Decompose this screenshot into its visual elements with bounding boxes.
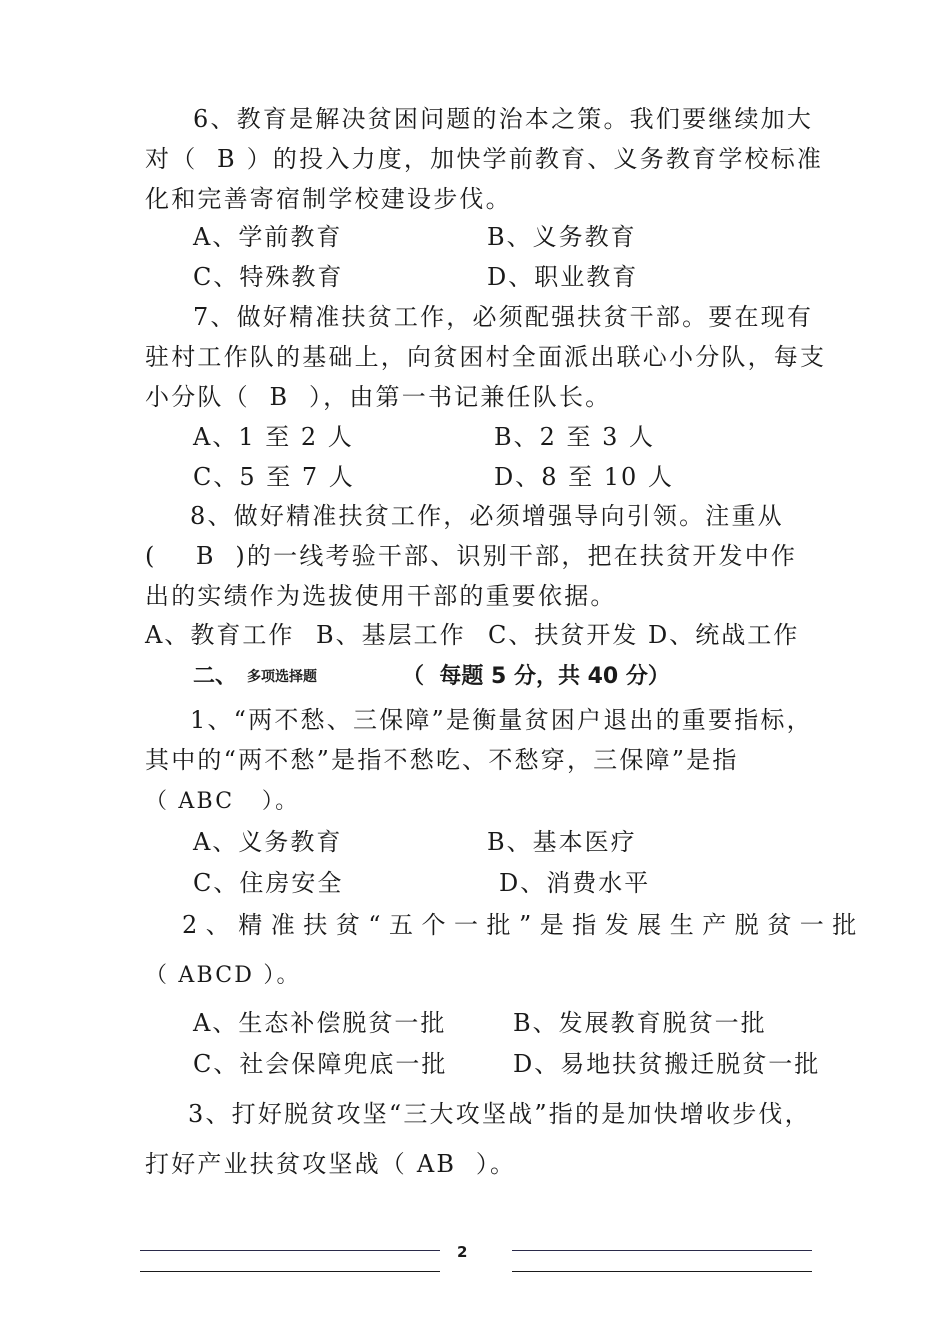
q7-option-a: A、1 至 2 人 [193,423,354,451]
m1-option-d: D、消费水平 [499,869,651,897]
m2-stem-line-2: （ ABCD ）。 [145,963,301,988]
section-2-title: 多项选择题 [247,669,317,685]
q6-stem-line-1: 6、教育是解决贫困问题的治本之策。我们要继续加大 [193,105,814,133]
q6-option-a: A、学前教育 [193,223,343,251]
q7-option-b: B、2 至 3 人 [494,423,656,451]
q8-option-a: A、教育工作 [145,621,295,649]
section-2-scoring: （ 每题 5 分，共 40 分） [402,664,670,689]
footer-rule-right-top [512,1250,812,1251]
m1-stem-line-1: 1、“两不愁、三保障”是衡量贫困户退出的重要指标， [190,706,813,734]
m2-option-a: A、生态补偿脱贫一批 [193,1009,447,1037]
m1-option-c: C、住房安全 [193,869,344,897]
q7-option-d: D、8 至 10 人 [494,463,674,491]
q8-stem-line-2: ( B )的一线考验干部、识别干部，把在扶贫开发中作 [145,542,798,570]
section-2-number: 二、 [193,664,238,689]
q8-option-b: B、基层工作 [316,621,466,649]
footer-rule-left-bottom [140,1271,440,1272]
q7-stem-line-3: 小分队（ B ），由第一书记兼任队长。 [145,383,612,411]
q7-stem-line-2: 驻村工作队的基础上，向贫困村全面派出联心小分队，每支 [145,343,827,371]
m2-option-d: D、易地扶贫搬迁脱贫一批 [513,1050,821,1078]
q8-stem-line-3: 出的实绩作为选拔使用干部的重要依据。 [145,582,617,610]
q6-option-c: C、特殊教育 [193,263,344,291]
m2-stem-line-1: 2、精准扶贫“五个一批”是指发展生产脱贫一批 [182,911,865,939]
m1-option-b: B、基本医疗 [487,828,637,856]
m2-option-b: B、发展教育脱贫一批 [513,1009,767,1037]
q6-option-b: B、义务教育 [487,223,637,251]
q6-stem-line-2: 对（ B ）的投入力度，加快学前教育、义务教育学校标准 [145,145,824,173]
page-number: 2 [457,1243,468,1261]
q7-stem-line-1: 7、做好精准扶贫工作，必须配强扶贫干部。要在现有 [193,303,814,331]
m1-stem-line-3: （ ABC ）。 [145,789,300,814]
q8-stem-line-1: 8、做好精准扶贫工作，必须增强导向引领。注重从 [190,502,784,530]
q6-stem-line-3: 化和完善寄宿制学校建设步伐。 [145,185,512,213]
q8-option-c: C、扶贫开发 [488,621,639,649]
m1-option-a: A、义务教育 [193,828,343,856]
q7-option-c: C、5 至 7 人 [193,463,355,491]
q8-option-d: D、统战工作 [648,621,800,649]
m3-stem-line-2: 打好产业扶贫攻坚战（ AB ）。 [145,1150,517,1178]
m3-stem-line-1: 3、打好脱贫攻坚“三大攻坚战”指的是加快增收步伐， [188,1100,811,1128]
footer-rule-left-top [140,1250,440,1251]
q6-option-d: D、职业教育 [487,263,639,291]
m2-option-c: C、社会保障兜底一批 [193,1050,448,1078]
footer-rule-right-bottom [512,1271,812,1272]
m1-stem-line-2: 其中的“两不愁”是指不愁吃、不愁穿，三保障”是指 [145,746,739,774]
